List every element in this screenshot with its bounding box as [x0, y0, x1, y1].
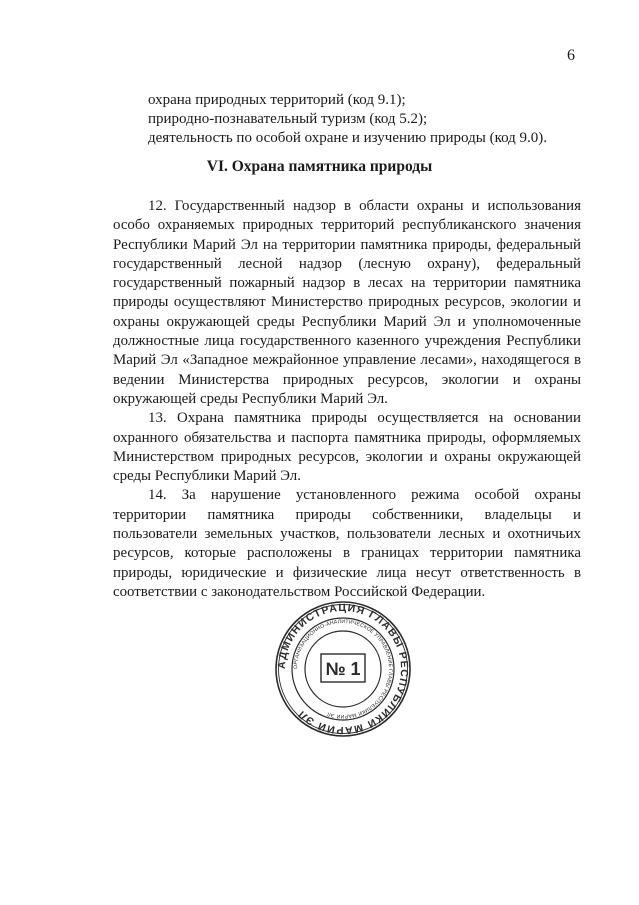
intro-list: [148, 91, 547, 148]
paragraph-12: 12. Государственный надзор в области охраны и использования особо охраняемых природных территорий республиканского значения Республики Марий Эл на территории памятника природы, федеральный государственный лесной надзор (лесную охрану), федеральный государственный пожарный надзор в лесах на территории памятника природы осуществляют Министерство природных ресурсов, экологии и охраны окружающей среды Республики Марий Эл и уполномоченные должностные лица государственного казенного учреждения Республики Марий Эл «Западное межрайонное управление лесами», находящегося в ведении Министерства природных ресурсов, экологии и охраны окружающей среды Республики Марий Эл.: [113, 198, 581, 407]
svg-text:ОРГАНИЗАЦИОННО-АНАЛИТИЧЕСКОЕ У: ОРГАНИЗАЦИОННО-АНАЛИТИЧЕСКОЕ УПРАВЛЕНИЕ ГЛАВЫ РЕСПУБЛИКИ МАРИЙ ЭЛ: [292, 618, 394, 720]
body-text: [113, 197, 581, 602]
official-seal: [274, 600, 412, 738]
svg-text:№ 1: № 1: [325, 659, 361, 679]
list-item: деятельность по особой охране и изучению природы (код 9.0).: [148, 130, 548, 146]
svg-text:АДМИНИСТРАЦИЯ ГЛАВЫ РЕСПУБЛИКИ: АДМИНИСТРАЦИЯ ГЛАВЫ РЕСПУБЛИКИ МАРИЙ ЭЛ: [275, 601, 411, 737]
seal-graphic: [274, 600, 412, 738]
paragraph-14: 14. За нарушение установленного режима особой охраны территории памятника природы собственники, владельцы и пользователи земельных участков, пользователи лесных и охотничьих ресурсов, которые расположены в границах территории памятника природы, юридические и физические лица несут ответственность в соответствии с законодательством Российской Федерации.: [113, 487, 581, 600]
list-item: природно-познавательный туризм (код 5.2);: [148, 111, 428, 127]
paragraph-13: 13. Охрана памятника природы осуществляется на основании охранного обязательства и паспорта памятника природы, оформляемых Министерством природных ресурсов, экологии и охраны окружающей среды Республики Марий Эл.: [113, 410, 581, 485]
page-number: 6: [567, 47, 575, 64]
section-heading: VI. Охрана памятника природы: [206, 158, 433, 175]
list-item: охрана природных территорий (код 9.1);: [148, 92, 406, 108]
